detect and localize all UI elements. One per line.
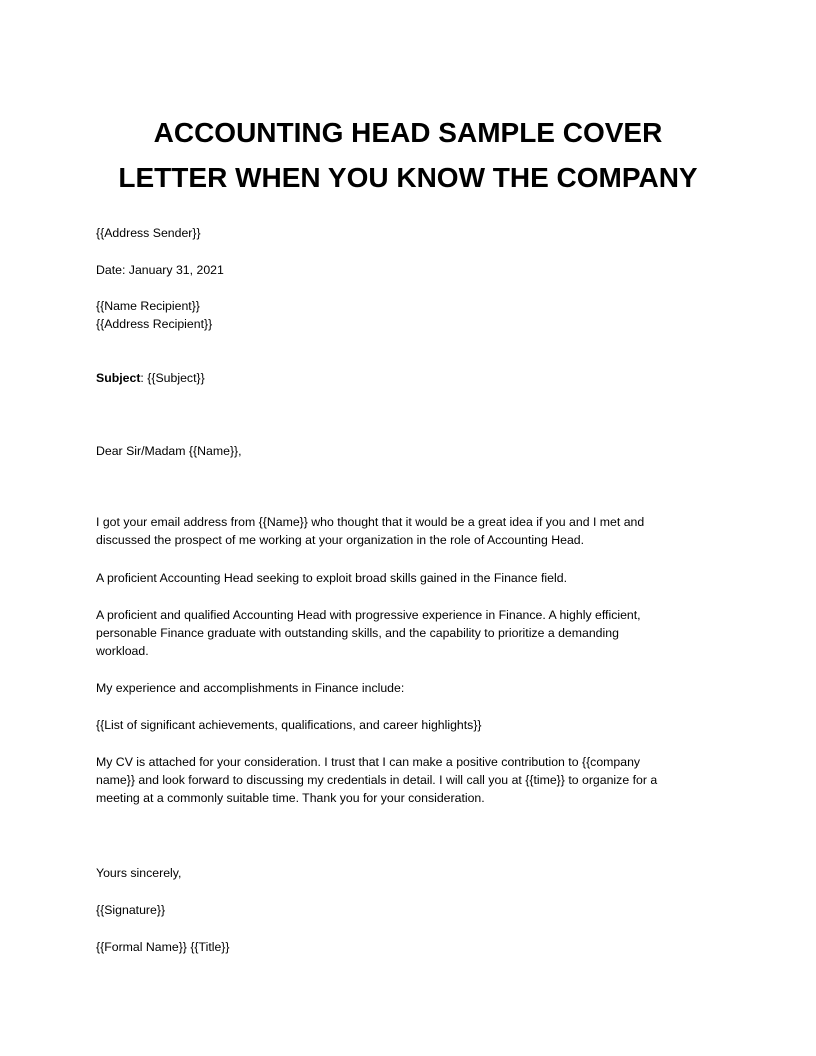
signature-placeholder: {{Signature}} (96, 903, 166, 917)
subject-label: Subject (96, 371, 141, 385)
paragraph-3-line-1: A proficient and qualified Accounting Head with progressive experience in Finance. A highly efficient, (96, 608, 641, 622)
page-title-line-2: LETTER WHEN YOU KNOW THE COMPANY (118, 162, 698, 193)
paragraph-3-line-3: workload. (96, 644, 149, 658)
salutation: Dear Sir/Madam {{Name}}, (96, 444, 242, 458)
paragraph-6-line-3: meeting at a commonly suitable time. Thank you for your consideration. (96, 791, 485, 805)
formal-name-title: {{Formal Name}} {{Title}} (96, 940, 230, 954)
sender-address: {{Address Sender}} (96, 226, 201, 240)
valediction: Yours sincerely, (96, 866, 182, 880)
page-title-line-1: ACCOUNTING HEAD SAMPLE COVER (153, 117, 663, 148)
paragraph-1-line-1: I got your email address from {{Name}} who thought that it would be a great idea if you and I met and (96, 515, 645, 529)
letter-date: Date: January 31, 2021 (96, 263, 224, 277)
paragraph-1-line-2: discussed the prospect of me working at your organization in the role of Accounting Head. (96, 533, 585, 547)
paragraph-5: {{List of significant achievements, qualifications, and career highlights}} (96, 718, 482, 732)
recipient-address: {{Address Recipient}} (96, 317, 213, 331)
paragraph-6-line-1: My CV is attached for your consideration. I trust that I can make a positive contribution to {{company (96, 755, 641, 769)
paragraph-2: A proficient Accounting Head seeking to exploit broad skills gained in the Finance field. (96, 571, 567, 585)
paragraph-3-line-2: personable Finance graduate with outstanding skills, and the capability to prioritize a demanding (96, 626, 619, 640)
paragraph-4: My experience and accomplishments in Finance include: (96, 681, 405, 695)
subject-value: : {{Subject}} (140, 371, 205, 385)
recipient-name: {{Name Recipient}} (96, 299, 200, 313)
subject-line (96, 369, 720, 387)
paragraph-6-line-2: name}} and look forward to discussing my credentials in detail. I will call you at {{time}} to organize for a (96, 773, 658, 787)
